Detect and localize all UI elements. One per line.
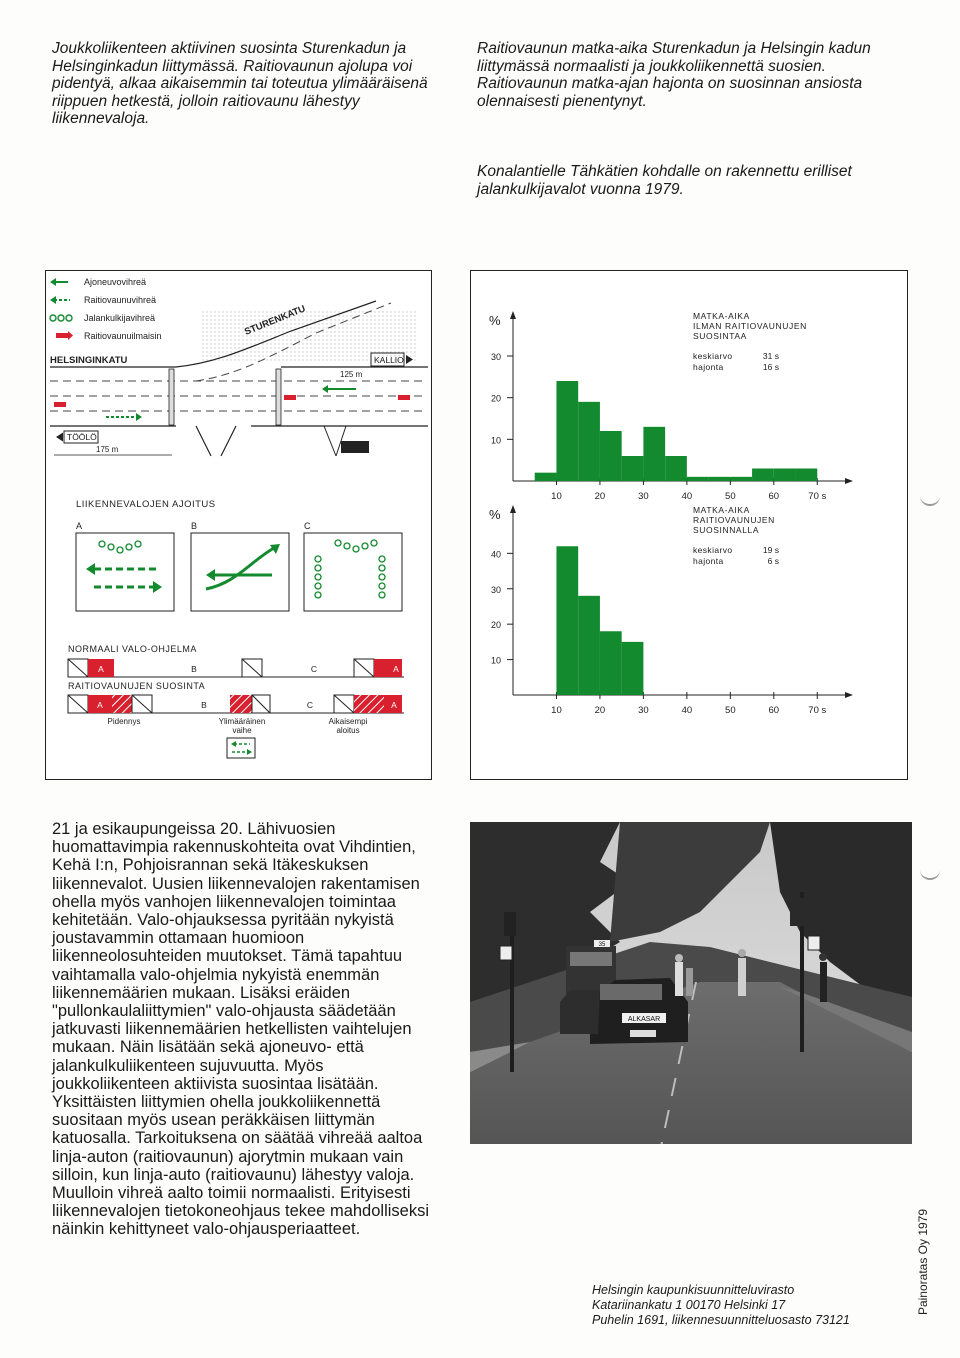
pedestrian-green-circles-icon xyxy=(50,315,72,321)
footer-line-3: Puhelin 1691, liikennesuunnitteluosasto 73121 xyxy=(592,1313,850,1327)
x-tick-label: 40 xyxy=(681,491,693,502)
y-tick-label: 10 xyxy=(491,435,502,446)
normal-phase-a: A xyxy=(98,664,104,674)
histogram-bar xyxy=(709,477,731,481)
priority-phase-c: C xyxy=(306,700,314,710)
x-tick-label: 70 s xyxy=(808,491,827,502)
stat-value: 6 s xyxy=(767,556,779,566)
normal-phase-a-repeat: A xyxy=(393,664,399,674)
histogram-bar xyxy=(730,477,752,481)
stat-label: keskiarvo xyxy=(693,351,733,361)
normal-phase-c: C xyxy=(310,664,318,674)
y-axis-label: % xyxy=(489,507,501,522)
legend xyxy=(50,277,162,341)
label-aloitus: aloitus xyxy=(336,726,360,735)
distance-label-125: 125 m xyxy=(340,370,363,379)
traffic-signal-figure xyxy=(45,270,432,780)
histogram-bar xyxy=(600,631,622,695)
caption-top-left: Joukkoliikenteen aktiivinen suosinta Sturenkadun ja Helsinginkadun liittymässä. Raitiovaunun ajolupa voi pidentyä, alkaa aikaisemmin tai toteutua ylimääräisenä riippuen hetkestä, jolloin raitiovaunu lähestyy liikennevaloja. xyxy=(52,40,428,127)
tram-green-arrow-icon xyxy=(50,296,70,304)
phase-a-box xyxy=(76,521,174,611)
y-axis-arrow-icon xyxy=(510,505,516,513)
street-photo xyxy=(470,822,912,1144)
street-label-helsinginkatu: HELSINGINKATU xyxy=(50,355,128,366)
histogram-bar xyxy=(665,456,687,481)
street-photo-image xyxy=(470,822,912,1144)
x-tick-label: 20 xyxy=(594,491,606,502)
histogram-bar xyxy=(600,431,622,481)
y-tick-label: 30 xyxy=(491,584,502,595)
caption-photo: Konalantielle Tähkätien kohdalle on rakennettu erilliset jalankulkijavalot vuonna 1979. xyxy=(477,163,852,198)
y-tick-label: 20 xyxy=(491,393,502,404)
legend-label: Jalankulkijavihreä xyxy=(84,313,156,323)
histogram-bar xyxy=(622,456,644,481)
x-tick-label: 60 xyxy=(768,491,780,502)
x-tick-label: 10 xyxy=(551,491,562,502)
histogram-bar xyxy=(774,469,796,482)
label-vaihe: vaihe xyxy=(232,726,252,735)
priority-program-title: RAITIOVAUNUJEN SUOSINTA xyxy=(68,681,206,691)
chart-box xyxy=(470,270,908,780)
stat-value: 19 s xyxy=(762,545,779,555)
printer-credit: Painoratas Oy 1979 xyxy=(916,1208,930,1316)
punch-hole-mark xyxy=(920,484,940,506)
phase-c-label: C xyxy=(304,521,311,531)
legend-label: Ajoneuvovihreä xyxy=(84,277,147,287)
travel-time-histograms xyxy=(471,271,907,779)
footer-line-1: Helsingin kaupunkisuunnitteluvirasto xyxy=(592,1283,795,1297)
x-tick-label: 20 xyxy=(594,705,606,716)
body-text: 21 ja esikaupungeissa 20. Lähivuosien huomattavimpia rakennuskohteita ovat Vihdintien, Kehä I:n, Pohjoisrannan sekä Itäkeskuksen liikennevalot. Uusien liikennevalojen rakentamisen ohella myös vanhojen liikennevalojen toimintaa kehitetään. Valo-ohjauksessa pyritään nykyistä joustavammin ottamaan huomioon liikenneolosuhteiden muutokset. Tämä tapahtuu vaihtamalla valo-ohjelmia nykyistä enemmän liikennemäärien mukaan. Lisäksi eräiden "pullonkaulaliittymien" valo-ohjausta säädetään jatkuvasti liikennemäärien hetkellisten vaihtelujen mukaan. Näin lisätään sekä ajoneuvo- että jalankulkuliikenteen sujuvuutta. Myös joukkoliikenteen aktiivista suosintaa lisätään. Yksittäisten liittymien ohella joukkoliikennettä suositaan myös usean peräkkäisen liittymän katuosalla. Tarkoituksena on säätää vihreää aaltoa linja-auton (raitiovaunun) ajorytmin mukaan vain silloin, kun linja-auto (raitiovaunu) lähestyy valoja. Muulloin vihreä aalto toimii normaalisti. Erityisesti liikennevalojen tietokoneohjaus tekee mahdolliseksi näinkin kehittyneet valo-ohjausperiaatteet. xyxy=(52,820,429,1239)
footer-address xyxy=(592,1283,850,1328)
x-tick-label: 60 xyxy=(768,705,780,716)
traffic-signal-diagram xyxy=(46,271,431,779)
intersection-map xyxy=(50,301,428,456)
histogram-bar xyxy=(796,469,818,482)
legend-label: Raitiovaunuilmaisin xyxy=(84,331,162,341)
y-axis-label: % xyxy=(489,313,501,328)
priority-phase-b: B xyxy=(201,700,207,710)
chart-title-line: ILMAN RAITIOVAUNUJEN xyxy=(693,321,807,331)
histogram-bar xyxy=(752,469,774,482)
histogram-bar xyxy=(556,546,578,695)
histogram-bar xyxy=(578,596,600,695)
y-tick-label: 10 xyxy=(491,655,502,666)
histogram-bar xyxy=(622,642,644,695)
chart-title-line: MATKA-AIKA xyxy=(693,311,750,321)
chart-title-line: RAITIOVAUNUJEN xyxy=(693,515,775,525)
stat-label: hajonta xyxy=(693,362,724,372)
phase-c-box xyxy=(304,521,402,611)
y-tick-label: 30 xyxy=(491,352,502,362)
tram-arrows-icon xyxy=(227,738,255,758)
phase-b-label: B xyxy=(191,521,198,531)
y-tick-label: 40 xyxy=(491,549,502,560)
label-aikaisempi: Aikaisempi xyxy=(328,717,368,726)
chart-title-line: SUOSINTAA xyxy=(693,331,747,341)
x-tick-label: 50 xyxy=(725,705,736,716)
legend-label: Raitiovaunuvihreä xyxy=(84,295,157,305)
tram-detector-icon xyxy=(56,331,73,340)
priority-program-bar xyxy=(68,695,404,758)
x-tick-label: 70 s xyxy=(808,705,827,716)
x-axis-arrow-icon xyxy=(845,478,853,484)
label-ylimaarainen: Ylimääräinen xyxy=(218,717,266,726)
x-tick-label: 40 xyxy=(681,705,693,716)
x-tick-label: 30 xyxy=(638,705,649,716)
caption-top-right: Raitiovaunun matka-aika Sturenkadun ja Helsingin kadun liittymässä normaalisti ja joukkoliikennettä suosien. Raitiovaunun matka-ajan hajonta on suosinnan ansiosta olennaisesti pienentynyt. xyxy=(477,40,871,110)
stat-value: 16 s xyxy=(762,362,779,372)
street-label-sturenkatu: STURENKATU xyxy=(243,303,308,338)
chart-title-line: MATKA-AIKA xyxy=(693,505,750,515)
arrow-left-icon xyxy=(56,433,63,442)
priority-phase-a: A xyxy=(97,700,103,710)
normal-program-bar xyxy=(68,659,404,677)
direction-label-kallio: KALLIO xyxy=(374,355,404,365)
phase-a-label: A xyxy=(76,521,83,531)
bus-number: 35 xyxy=(598,942,606,948)
punch-hole-mark xyxy=(920,858,940,880)
car-plate: ALKASAR xyxy=(627,1016,661,1023)
histogram-bar xyxy=(687,477,709,481)
direction-label-toolo: TÖÖLÖ xyxy=(67,432,97,442)
normal-phase-b: B xyxy=(191,664,197,674)
stat-label: keskiarvo xyxy=(693,545,733,555)
vehicle-green-arrow-icon xyxy=(50,278,68,286)
chart-title-line: SUOSINNALLA xyxy=(693,525,760,535)
phase-b-box xyxy=(191,521,289,611)
priority-phase-a-repeat: A xyxy=(391,700,397,710)
stat-label: hajonta xyxy=(693,556,724,566)
y-axis-arrow-icon xyxy=(510,311,516,319)
x-tick-label: 10 xyxy=(551,705,562,716)
normal-program-title: NORMAALI VALO-OHJELMA xyxy=(68,644,197,654)
label-pidennys: Pidennys xyxy=(107,717,141,726)
histogram-bar xyxy=(556,381,578,481)
stat-value: 31 s xyxy=(762,351,779,361)
footer-line-2: Katariinankatu 1 00170 Helsinki 17 xyxy=(592,1298,786,1312)
phases-title: LIIKENNEVALOJEN AJOITUS xyxy=(76,499,216,510)
y-tick-label: 20 xyxy=(491,620,502,631)
histogram-bar xyxy=(643,427,665,481)
x-axis-arrow-icon xyxy=(845,692,853,698)
histogram-bar xyxy=(578,402,600,481)
distance-label-175: 175 m xyxy=(96,445,119,454)
x-tick-label: 50 xyxy=(725,491,736,502)
histogram-bar xyxy=(535,473,557,481)
x-tick-label: 30 xyxy=(638,491,649,502)
